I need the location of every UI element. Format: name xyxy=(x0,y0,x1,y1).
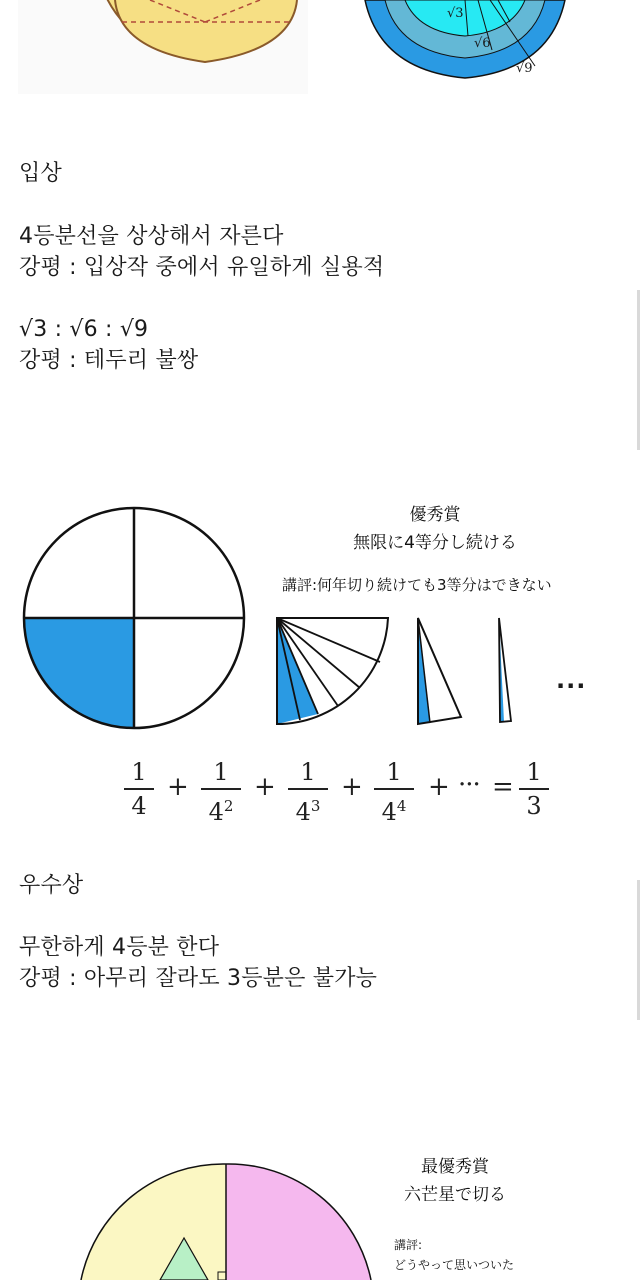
critique-label: 講評: xyxy=(394,1238,423,1252)
fraction-quarter-squared xyxy=(201,758,241,826)
nested-circles-diagram xyxy=(0,0,640,100)
description-line: 무한하게 4등분 한다 xyxy=(19,935,220,960)
description-line: 4등분선을 상상해서 자른다 xyxy=(19,224,284,249)
numerator: 1 xyxy=(131,758,147,786)
critique-line: 강평 : 입상작 중에서 유일하게 실용적 xyxy=(19,255,385,280)
denominator xyxy=(288,792,328,826)
denominator xyxy=(374,792,414,826)
equals-sign: = xyxy=(492,772,514,802)
ratio-line: √3 : √6 : √9 xyxy=(19,317,149,342)
fraction-bar xyxy=(374,788,414,790)
award-subtitle: 六芒星で切る xyxy=(404,1185,506,1205)
plus-sign: + xyxy=(428,772,450,802)
fraction-third xyxy=(519,758,549,820)
award-critique: 講評:何年切り続けても3等分はできない xyxy=(282,576,552,594)
cdots: ··· xyxy=(458,770,480,800)
award-title: 優秀賞 xyxy=(409,505,461,525)
numerator: 1 xyxy=(300,758,316,786)
numerator: 1 xyxy=(386,758,402,786)
award-subtitle: 無限に4等分し続ける xyxy=(353,533,517,553)
fraction-bar xyxy=(201,788,241,790)
denominator: 4 xyxy=(131,792,147,820)
base: 4 xyxy=(208,798,224,826)
plus-sign: + xyxy=(254,772,276,802)
award-title: 最優秀賞 xyxy=(421,1157,489,1177)
label-sqrt3: √3 xyxy=(447,6,464,21)
fraction-quarter-cubed xyxy=(288,758,328,826)
base: 4 xyxy=(381,798,397,826)
fraction-bar xyxy=(288,788,328,790)
exponent: 2 xyxy=(223,797,234,815)
ellipsis: ... xyxy=(556,666,587,694)
fraction-quarter xyxy=(124,758,154,820)
numerator: 1 xyxy=(526,758,542,786)
exponent: 3 xyxy=(310,797,321,815)
numerator: 1 xyxy=(213,758,229,786)
exponent: 4 xyxy=(396,797,407,815)
label-sqrt9: √9 xyxy=(516,61,533,76)
plus-sign: + xyxy=(167,772,189,802)
label-sqrt6: √6 xyxy=(474,36,491,51)
critique-text: どうやって思いついた xyxy=(394,1258,515,1272)
denominator xyxy=(201,792,241,826)
critique-line: 강평 : 아무리 잘라도 3등분은 불가능 xyxy=(19,966,378,991)
fraction-bar xyxy=(124,788,154,790)
base: 4 xyxy=(295,798,311,826)
plus-sign: + xyxy=(341,772,363,802)
fraction-bar xyxy=(519,788,549,790)
hexagram-cake-diagram xyxy=(0,1140,640,1280)
section-title: 우수상 xyxy=(19,873,84,898)
thinnest-sector-diagram xyxy=(0,500,640,740)
section-title: 입상 xyxy=(19,161,62,186)
critique-line: 강평 : 테두리 불쌍 xyxy=(19,348,199,373)
denominator: 3 xyxy=(526,792,542,820)
fraction-quarter-fourth xyxy=(374,758,414,826)
